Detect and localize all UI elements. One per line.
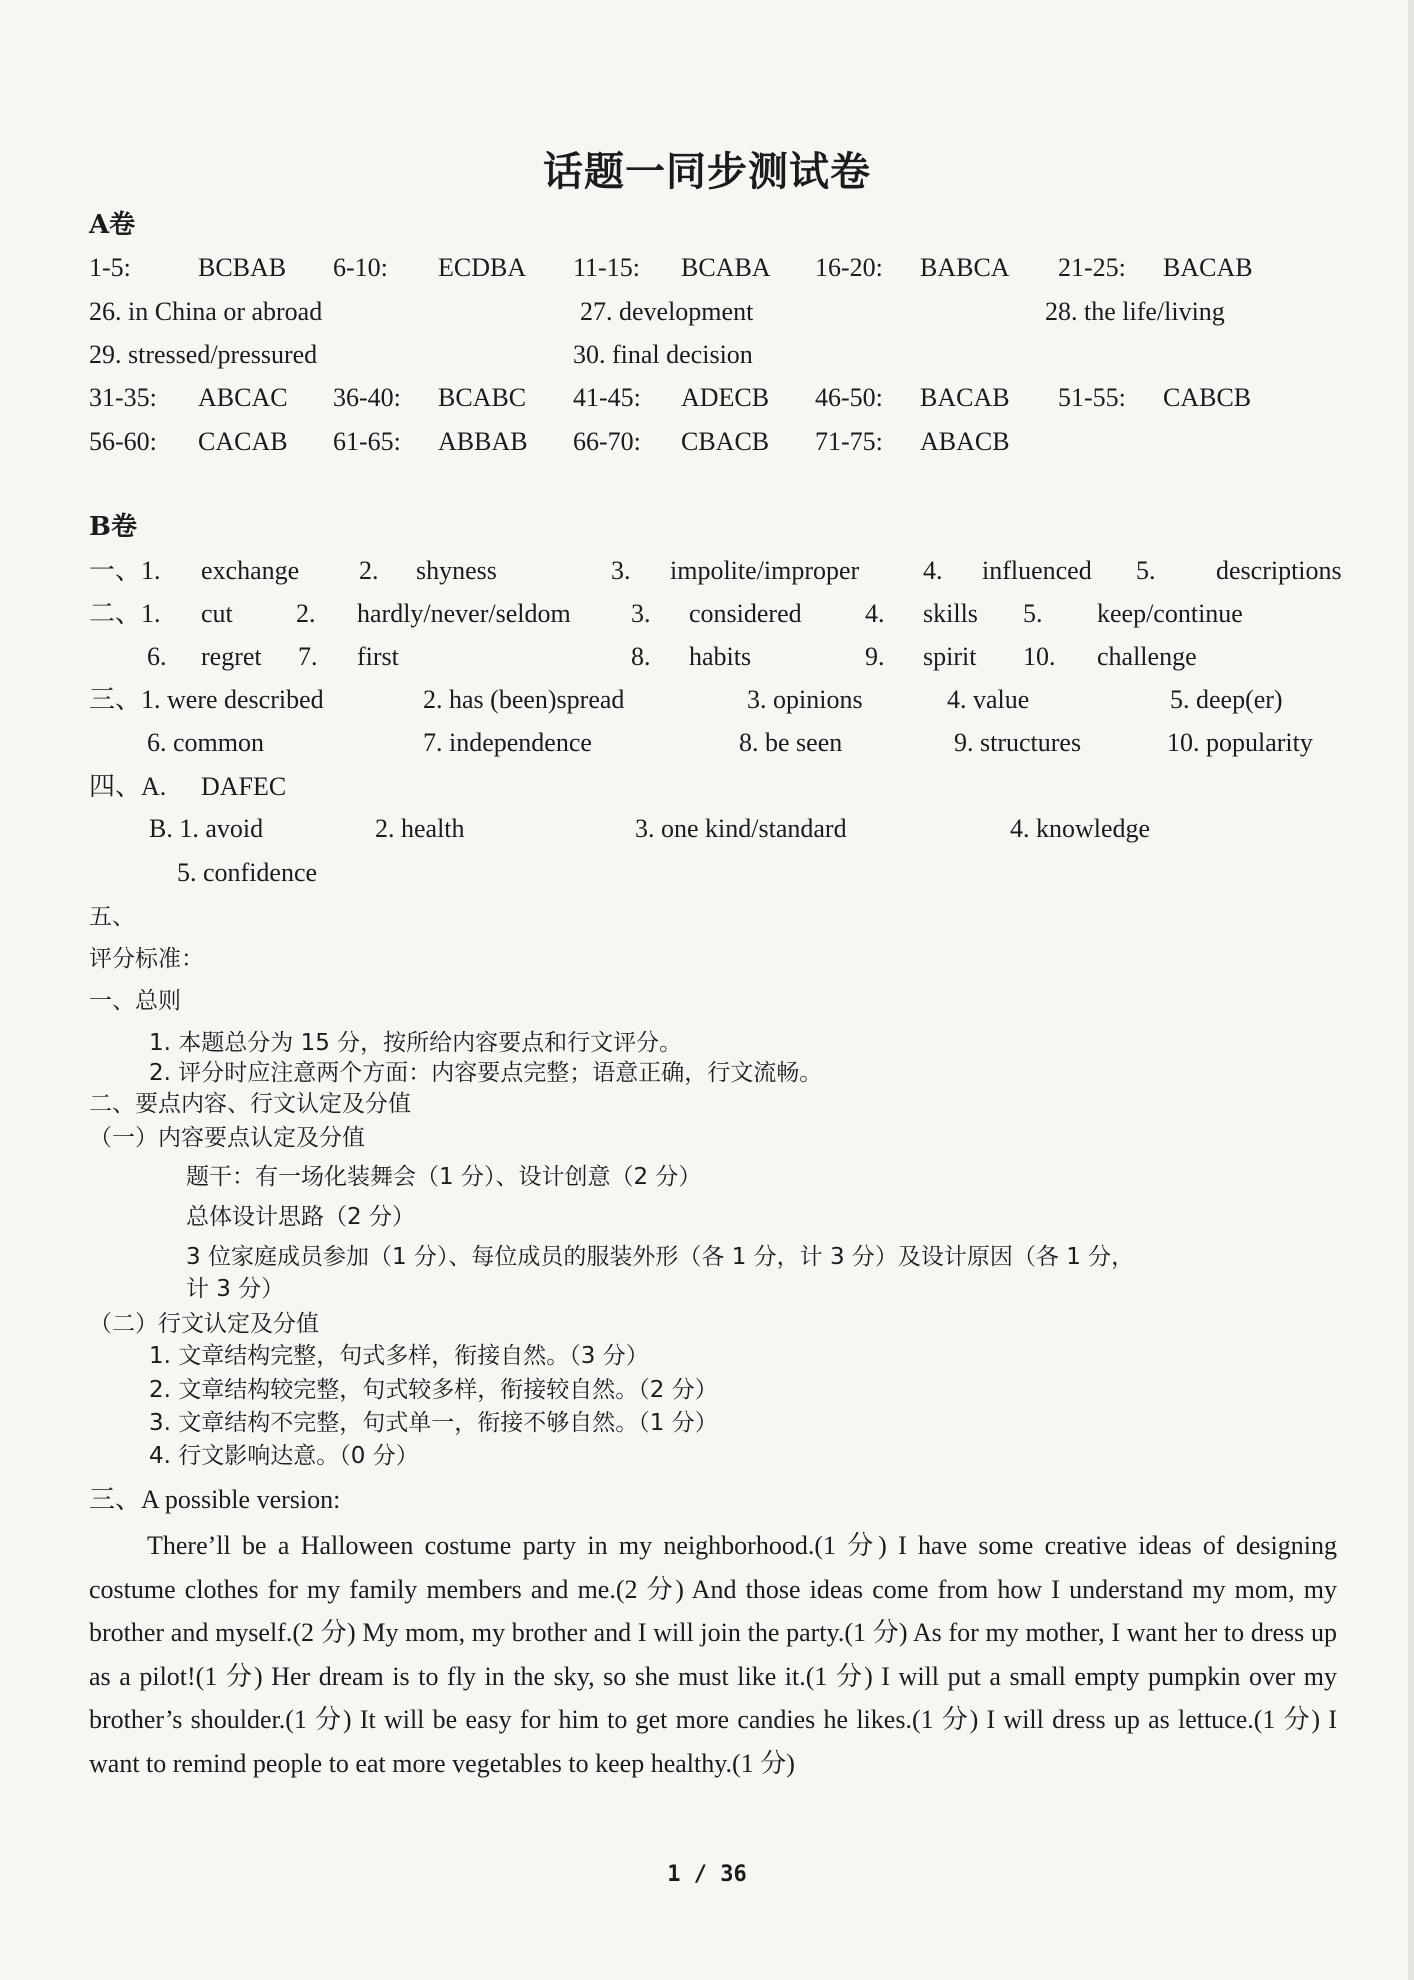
answer-item: 3. opinions [747,685,863,714]
item-number: 7. [298,642,318,671]
answer-range: 6-10: [333,253,388,282]
item-number: 5. [1023,599,1043,628]
general-rule-1: 1. 本题总分为 15 分，按所给内容要点和行文评分。 [149,1030,683,1056]
answer-word: first [357,642,399,671]
writing-heading: （二）行文认定及分值 [89,1311,319,1337]
answer-key: ABACB [920,427,1010,456]
answer-range: 41-45: [573,383,641,412]
answer-word: shyness [416,556,497,585]
answer-key: CBACB [681,427,770,456]
content-points-heading: （一）内容要点认定及分值 [89,1125,365,1151]
item-number: 5. [1136,556,1156,585]
item-number: 2. [359,556,379,585]
answer-range: 46-50: [815,383,883,412]
item-number: 9. [865,642,885,671]
item-number: 8. [631,642,651,671]
answer-word: challenge [1097,642,1197,671]
answer-item: 29. stressed/pressured [89,340,318,369]
answer-item: 30. final decision [573,340,753,369]
answer-item: 27. development [580,297,754,326]
answer-range: 56-60: [89,427,157,456]
answer-word: spirit [923,642,977,671]
answer-word: regret [201,642,262,671]
answer-key: ABCAC [198,383,288,412]
answer-item: 8. be seen [739,728,843,757]
writing-level: 3. 文章结构不完整，句式单一，衔接不够自然。（1 分） [149,1410,718,1436]
answer-key: BACAB [920,383,1010,412]
content-point: 题干：有一场化装舞会（1 分）、设计创意（2 分） [186,1164,702,1190]
answer-word: cut [201,599,233,628]
item-number: 3. [631,599,651,628]
answer-item: 7. independence [423,728,592,757]
answer-word: descriptions [1216,556,1342,585]
points-heading: 二、要点内容、行文认定及分值 [89,1091,411,1117]
answer-key: BACAB [1163,253,1253,282]
answer-word: influenced [982,556,1092,585]
answer-word: considered [689,599,802,628]
part-a-heading: A卷 [89,210,136,240]
content-point: 计 3 分） [186,1276,285,1302]
answer-key: DAFEC [201,772,287,801]
answer-key: BCBAB [198,253,287,282]
answer-range: 61-65: [333,427,401,456]
answer-range: 36-40: [333,383,401,412]
answer-item: 2. has (been)spread [423,685,625,714]
answer-item: 6. common [147,728,264,757]
answer-word: exchange [201,556,300,585]
answer-item: 5. confidence [177,858,318,887]
item-number: 一、1. [89,556,161,585]
item-number: 3. [611,556,631,585]
answer-key: BCABA [681,253,771,282]
answer-range: 31-35: [89,383,157,412]
answer-item: 10. popularity [1167,728,1313,757]
answer-key: ECDBA [438,253,527,282]
answer-item: B. 1. avoid [149,814,264,843]
answer-range: 66-70: [573,427,641,456]
item-number: 四、A. [89,772,167,801]
writing-level: 1. 文章结构完整，句式多样，衔接自然。（3 分） [149,1343,649,1369]
answer-key: ABBAB [438,427,528,456]
answer-item: 三、1. were described [89,685,324,714]
answer-item: 28. the life/living [1045,297,1225,326]
answer-item: 2. health [375,814,465,843]
answer-word: skills [923,599,978,628]
item-number: 4. [865,599,885,628]
item-number: 2. [296,599,316,628]
answer-item: 5. deep(er) [1170,685,1283,714]
part-b-heading: B卷 [89,512,137,542]
sample-heading: 三、A possible version: [89,1485,341,1514]
answer-range: 1-5: [89,253,131,282]
general-rule-2: 2. 评分时应注意两个方面：内容要点完整；语意正确，行文流畅。 [149,1060,823,1086]
section-5-label: 五、 [89,904,135,930]
answer-item: 9. structures [954,728,1082,757]
answer-key: CACAB [198,427,288,456]
item-number: 6. [147,642,167,671]
scoring-heading: 评分标准： [89,946,204,972]
answer-range: 51-55: [1058,383,1126,412]
sample-essay: There’ll be a Halloween costume party in my neighborhood.(1 分) I have some creative ideas of designing costume clothes for my family members and me.(2 分) And those ideas come from how I understand my mom, my brother and myself.(2 分) My mom, my brother and I will join the party.(1 分) As for my mother, I want her to dress up as a pilot!(1 分) Her dream is to fly in the sky, so she must like it.(1 分) I will put a small empty pumpkin over my brother’s shoulder.(1 分) It will be easy for him to get more candies he likes.(1 分) I will dress up as lettuce.(1 分) I want to remind people to eat more vegetables to keep healthy.(1 分) [89,1531,1337,1778]
answer-range: 16-20: [815,253,883,282]
answer-key: CABCB [1163,383,1252,412]
answer-key: BABCA [920,253,1010,282]
item-number: 10. [1023,642,1056,671]
page-number: 1 / 36 [667,1862,747,1887]
general-heading: 一、总则 [89,988,181,1014]
answer-key: BCABC [438,383,527,412]
scan-edge [1408,0,1414,1980]
answer-item: 4. knowledge [1010,814,1151,843]
answer-item: 26. in China or abroad [89,297,323,326]
answer-range: 11-15: [573,253,640,282]
answer-key: ADECB [681,383,770,412]
answer-word: impolite/improper [670,556,860,585]
writing-level: 2. 文章结构较完整，句式较多样，衔接较自然。（2 分） [149,1377,718,1403]
answer-range: 21-25: [1058,253,1126,282]
item-number: 4. [923,556,943,585]
page-title: 话题一同步测试卷 [543,149,871,195]
item-number: 二、1. [89,599,161,628]
answer-word: habits [689,642,752,671]
answer-item: 3. one kind/standard [635,814,847,843]
content-point: 3 位家庭成员参加（1 分）、每位成员的服装外形（各 1 分，计 3 分）及设计原因（各 1 分， [186,1244,1135,1270]
content-point: 总体设计思路（2 分） [186,1204,415,1230]
answer-word: keep/continue [1097,599,1243,628]
answer-range: 71-75: [815,427,883,456]
answer-item: 4. value [947,685,1030,714]
answer-word: hardly/never/seldom [357,599,571,628]
writing-level: 4. 行文影响达意。（0 分） [149,1443,419,1469]
